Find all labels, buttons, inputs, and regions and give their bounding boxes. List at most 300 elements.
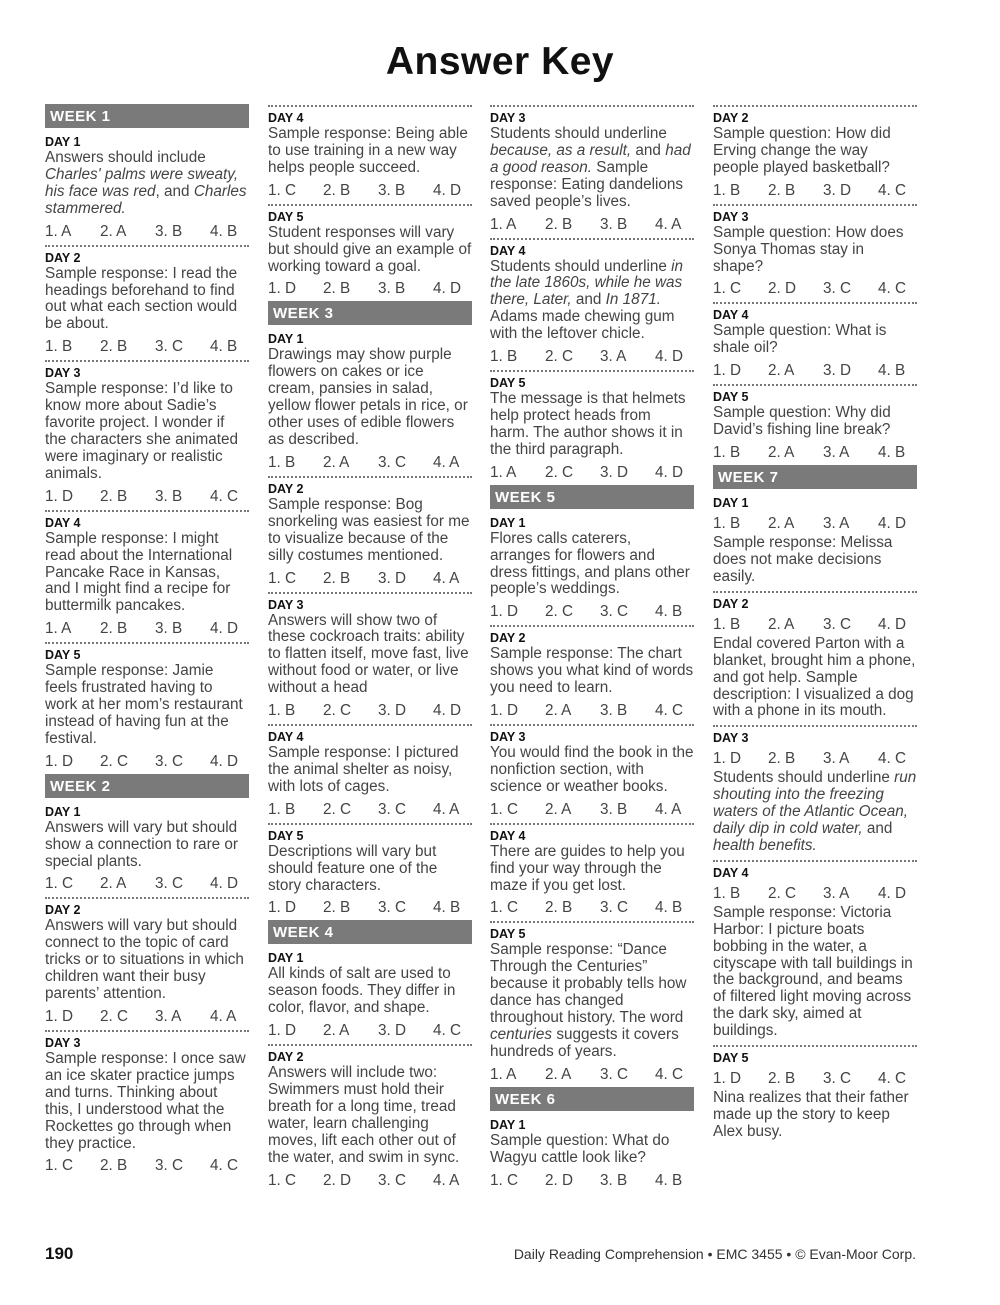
day-label: DAY 3 (268, 597, 304, 612)
answer-item: 4. C (878, 750, 907, 768)
answer-row (45, 223, 249, 240)
text-run: You would find the book in the nonfiction section, with science or weather books. (490, 744, 694, 795)
dotted-divider (490, 105, 694, 107)
text-run: Flores calls caterers, arranges for flowers and dress fittings, and plans other people’s weddings. (490, 529, 690, 598)
day-section (490, 829, 694, 917)
text-run: Answers will include two: Swimmers must hold their breath for a long time, tread water, learn challenging moves, lift each other out of the water, and swim in sync. (268, 1064, 460, 1166)
answer-item: 3. A (823, 884, 850, 902)
answer-item: 4. B (433, 899, 461, 917)
answer-item: 2. B (100, 1157, 128, 1175)
answer-item: 4. B (210, 338, 238, 356)
answer-item: 3. D (378, 569, 407, 587)
answer-item: 3. C (155, 1157, 184, 1175)
answer-row (45, 1008, 249, 1025)
answer-item: 4. B (878, 444, 906, 462)
text-run: Answers should include (45, 149, 206, 166)
text-run: There are guides to help you find your way through the maze if you get lost. (490, 842, 685, 894)
text-run: All kinds of salt are used to season foods. They differ in color, flavor, and shape. (268, 965, 456, 1017)
answer-item: 1. A (45, 620, 72, 638)
week-header: WEEK 2 (45, 774, 249, 798)
answer-item: 2. D (768, 280, 797, 298)
answer-item: 2. A (768, 515, 795, 533)
day-section (45, 903, 249, 1025)
text-run: Answers will vary but should show a connection to rare or special plants. (45, 818, 239, 870)
answer-item: 4. B (655, 899, 683, 917)
answer-item: 3. C (378, 899, 407, 917)
page-title: Answer Key (385, 40, 615, 83)
day-label: DAY 4 (268, 111, 304, 125)
answer-item: 2. D (545, 1171, 574, 1189)
text-run: Sample response: “Dance Through the Centuries” because it probably tells how dance has changed throughout history. The word (490, 941, 687, 1027)
week-header: WEEK 1 (45, 104, 249, 128)
text-run: Adams made chewing gum with the leftover chicle. (490, 308, 675, 343)
italic-text: centuries (490, 1026, 553, 1043)
answer-item: 1. D (713, 1070, 742, 1088)
answer-row (45, 488, 249, 505)
answer-item: 1. A (490, 215, 517, 233)
answer-item: 4. B (878, 362, 906, 380)
answer-item: 4. C (210, 1157, 239, 1175)
answer-item: 1. D (268, 899, 297, 917)
answer-item: 4. D (210, 620, 239, 638)
text-run: Sample response: Being able to use training in a new way helps people succeed. (268, 125, 468, 176)
answer-row (45, 620, 249, 637)
answer-item: 1. C (490, 899, 519, 917)
day-label: DAY 5 (713, 390, 749, 405)
text-run: Answers will vary but should connect to the topic of card tricks or to situations in which children want their busy parents’ attention. (45, 917, 244, 1003)
text-run: Sample response: Eating dandelions saved people’s lives. (490, 158, 684, 210)
dotted-divider (268, 724, 472, 726)
answer-item: 1. B (490, 348, 518, 366)
dotted-divider (45, 897, 249, 899)
text-run: Sample response: Victoria Harbor: I picture boats bobbing in the water, a cityscape with tall buildings in the background, and beams of filtered light moving across the dark sky, aimed at buildings. (713, 903, 913, 1040)
text-run: and (631, 141, 666, 159)
answer-item: 1. B (713, 515, 741, 533)
answer-item: 4. A (433, 453, 460, 471)
answer-item: 3. B (155, 620, 183, 638)
italic-text: in the late 1860s, while he was there, Later, (490, 257, 684, 309)
answer-item: 4. C (878, 280, 907, 298)
answer-item: 3. A (823, 750, 850, 768)
answer-item: 1. B (45, 338, 73, 356)
dotted-divider (713, 204, 917, 206)
dotted-divider (713, 1045, 917, 1047)
answer-row (490, 801, 694, 818)
day-label: DAY 3 (45, 1036, 81, 1050)
text-run: and (571, 291, 606, 309)
answer-text (268, 745, 472, 796)
day-section (713, 731, 917, 855)
day-section (490, 516, 694, 621)
answer-item: 2. A (100, 222, 127, 240)
dotted-divider (713, 302, 917, 304)
answer-text (45, 266, 249, 334)
answer-item: 1. B (713, 444, 741, 462)
answer-item: 4. C (655, 1065, 684, 1083)
answer-item: 3. C (378, 1171, 407, 1189)
day-section (45, 135, 249, 240)
italic-text: because, as a result, (490, 141, 632, 159)
dotted-divider (45, 510, 249, 512)
text-run: Students should underline (490, 125, 667, 142)
answer-item: 3. B (378, 181, 406, 199)
day-section (268, 598, 472, 720)
answer-item: 2. C (768, 884, 797, 902)
day-label: DAY 5 (713, 1051, 749, 1066)
answer-row (490, 603, 694, 620)
day-label: DAY 4 (713, 308, 749, 323)
answer-item: 3. B (155, 222, 183, 240)
day-label: DAY 2 (45, 903, 81, 918)
dotted-divider (268, 204, 472, 206)
answer-item: 4. D (878, 615, 907, 633)
dotted-divider (45, 245, 249, 247)
answer-item: 3. D (823, 362, 852, 380)
day-section (45, 366, 249, 504)
answer-item: 4. C (210, 487, 239, 505)
answer-text (268, 497, 472, 565)
answer-item: 2. A (768, 615, 795, 633)
answer-item: 2. B (768, 750, 796, 768)
answer-item: 3. D (378, 1022, 407, 1040)
answer-item: 2. C (323, 702, 352, 720)
dotted-divider (45, 642, 249, 644)
day-label: DAY 4 (490, 828, 526, 843)
answer-row (490, 348, 694, 365)
day-label: DAY 1 (490, 515, 526, 530)
answer-row (45, 875, 249, 892)
week-header: WEEK 4 (268, 920, 472, 944)
answer-text (713, 770, 917, 855)
answer-text (268, 347, 472, 448)
answer-item: 3. A (823, 515, 850, 533)
text-run: Sample question: How did Erving change the way people played basketball? (713, 125, 891, 176)
answer-row (490, 1172, 694, 1189)
answer-item: 4. D (433, 181, 462, 199)
answer-item: 1. D (45, 487, 74, 505)
answer-item: 1. B (268, 453, 296, 471)
day-label: DAY 3 (713, 731, 749, 746)
answer-text (490, 844, 694, 895)
answer-item: 1. D (713, 362, 742, 380)
answer-text (490, 391, 694, 459)
answer-text (490, 942, 694, 1060)
answer-item: 2. A (100, 875, 127, 893)
answer-row (268, 1172, 472, 1189)
answer-item: 2. A (545, 702, 572, 720)
answer-item: 4. D (433, 280, 462, 298)
day-section (268, 111, 472, 199)
answer-item: 2. A (545, 1065, 572, 1083)
column-2 (268, 100, 472, 1192)
answer-item: 3. D (823, 181, 852, 199)
answer-text (713, 1090, 917, 1141)
answer-item: 2. B (545, 215, 573, 233)
italic-text: Charles' palms were sweaty, his face was red (45, 165, 239, 200)
answer-item: 2. B (100, 620, 128, 638)
answer-item: 4. D (655, 463, 684, 481)
answer-text (713, 323, 917, 357)
dotted-divider (268, 476, 472, 478)
answer-text (713, 405, 917, 439)
day-label: DAY 5 (45, 648, 81, 663)
answer-item: 3. A (823, 444, 850, 462)
text-run: Sample question: What is shale oil? (713, 322, 887, 357)
dotted-divider (490, 625, 694, 627)
answer-text (713, 225, 917, 276)
answer-row (268, 899, 472, 916)
answer-item: 2. B (768, 1070, 796, 1088)
day-section (490, 1118, 694, 1189)
day-section (268, 482, 472, 587)
day-section (45, 805, 249, 893)
text-run: Sample response: I read the headings beforehand to find out what each section would be about. (45, 264, 238, 333)
text-run: Nina realizes that their father made up the story to keep Alex busy. (713, 1089, 909, 1140)
answer-item: 2. B (323, 569, 351, 587)
dotted-divider (268, 105, 472, 107)
dotted-divider (713, 591, 917, 593)
italic-text: In 1871. (605, 291, 661, 309)
day-label: DAY 2 (268, 481, 304, 496)
answer-row (713, 616, 917, 633)
day-section (713, 597, 917, 721)
answer-item: 3. C (600, 603, 629, 621)
dotted-divider (268, 823, 472, 825)
dotted-divider (268, 1044, 472, 1046)
week-header: WEEK 5 (490, 485, 694, 509)
answer-text (45, 531, 249, 616)
answer-item: 4. B (210, 222, 238, 240)
day-label: DAY 1 (45, 135, 81, 149)
dotted-divider (490, 921, 694, 923)
answer-text (713, 636, 917, 721)
dotted-divider (268, 592, 472, 594)
answer-item: 1. B (713, 181, 741, 199)
answer-text (490, 646, 694, 697)
answer-item: 3. C (823, 615, 852, 633)
answer-text (490, 1133, 694, 1167)
answer-item: 3. C (600, 1065, 629, 1083)
text-run: Sample question: Why did David’s fishing line break? (713, 404, 891, 439)
answer-row (268, 454, 472, 471)
answer-text (713, 535, 917, 586)
answer-item: 1. D (490, 603, 519, 621)
day-section (490, 631, 694, 719)
day-label: DAY 5 (268, 209, 304, 224)
answer-item: 4. D (655, 348, 684, 366)
week-header: WEEK 6 (490, 1087, 694, 1111)
day-label: DAY 1 (45, 804, 81, 819)
italic-text: had a good reason. (490, 141, 691, 176)
answer-item: 2. C (100, 752, 129, 770)
day-label: DAY 3 (490, 111, 526, 125)
answer-item: 2. B (100, 487, 128, 505)
answer-item: 1. C (45, 1157, 74, 1175)
answer-row (490, 464, 694, 481)
text-run: Sample response: I pictured the animal shelter as noisy, with lots of cages. (268, 744, 459, 795)
answer-row (45, 1157, 249, 1174)
answer-item: 2. A (323, 1022, 350, 1040)
answer-item: 3. B (378, 280, 406, 298)
answer-text (490, 259, 694, 344)
answer-item: 3. A (155, 1008, 182, 1025)
answer-row (490, 216, 694, 233)
answer-text (268, 844, 472, 895)
day-label: DAY 3 (713, 209, 749, 224)
column-4 (713, 100, 917, 1141)
answer-item: 3. C (155, 752, 184, 770)
day-section (268, 332, 472, 470)
text-run: , and (155, 182, 194, 200)
answer-item: 2. C (323, 800, 352, 818)
day-section (268, 829, 472, 917)
answer-item: 2. A (768, 444, 795, 462)
answer-row (490, 1066, 694, 1083)
answer-text (268, 966, 472, 1017)
day-label: DAY 2 (45, 250, 81, 265)
answer-item: 2. C (545, 463, 574, 481)
answer-text (45, 918, 249, 1003)
answer-item: 3. D (600, 463, 629, 481)
answer-item: 1. D (45, 752, 74, 770)
answer-item: 1. B (713, 884, 741, 902)
day-section (713, 496, 917, 586)
italic-text: health benefits. (713, 836, 817, 854)
text-run: The message is that helmets help protect heads from harm. The author shows it in the third paragraph. (490, 390, 686, 458)
answer-item: 3. B (600, 702, 628, 720)
answer-item: 2. B (323, 181, 351, 199)
week-header: WEEK 7 (713, 465, 917, 489)
answer-item: 2. D (323, 1171, 352, 1189)
answer-row (268, 280, 472, 297)
answer-item: 3. C (378, 800, 407, 818)
column-1 (45, 100, 249, 1177)
answer-item: 1. C (490, 800, 519, 818)
answer-text (45, 381, 249, 482)
page-number: 190 (45, 1244, 74, 1263)
answer-row (713, 1070, 917, 1087)
answer-item: 1. A (490, 1065, 517, 1083)
answer-item: 3. D (378, 702, 407, 720)
answer-row (268, 702, 472, 719)
answer-item: 4. C (878, 181, 907, 199)
answer-item: 3. B (155, 487, 183, 505)
day-label: DAY 4 (490, 243, 526, 258)
answer-item: 2. A (545, 800, 572, 818)
day-label: DAY 2 (713, 596, 749, 611)
day-section (713, 1051, 917, 1141)
day-label: DAY 1 (268, 332, 304, 347)
dotted-divider (713, 860, 917, 862)
day-section (713, 111, 917, 199)
answer-item: 4. A (655, 800, 682, 818)
answer-item: 1. D (268, 280, 297, 298)
italic-text: run shouting into the freezing waters of the Atlantic Ocean, daily dip in cold water, (713, 769, 917, 838)
week-header: WEEK 3 (268, 301, 472, 325)
answer-row (713, 444, 917, 461)
day-section (45, 516, 249, 638)
day-section (45, 648, 249, 770)
answer-item: 3. B (600, 1171, 628, 1189)
dotted-divider (45, 360, 249, 362)
day-label: DAY 5 (490, 927, 526, 942)
answer-item: 2. B (100, 338, 128, 356)
footer-credit: Daily Reading Comprehension • EMC 3455 • © Evan-Moor Corp. (513, 1246, 916, 1262)
day-label: DAY 2 (713, 111, 749, 125)
answer-item: 1. B (713, 615, 741, 633)
answer-row (45, 338, 249, 355)
day-section (268, 730, 472, 818)
answer-item: 1. C (268, 1171, 297, 1189)
day-section (490, 111, 694, 233)
answer-item: 1. D (268, 1022, 297, 1040)
day-section (713, 308, 917, 379)
answer-item: 1. B (268, 702, 296, 720)
column-3 (490, 100, 694, 1192)
answer-row (713, 362, 917, 379)
answer-text (490, 126, 694, 211)
answer-row (713, 280, 917, 297)
dotted-divider (713, 105, 917, 107)
answer-item: 2. A (768, 362, 795, 380)
answer-item: 4. C (433, 1022, 462, 1040)
answer-text (713, 126, 917, 177)
text-run: Sample response: I once saw an ice skater practice jumps and turns. Thinking about this, I understood what the Rockettes go through when they practice. (45, 1050, 246, 1152)
text-run: Sample response: I’d like to know more about Sadie’s favorite project. I wonder if the characters she animated were imaginary or realistic animals. (45, 380, 239, 482)
answer-row (713, 182, 917, 199)
answer-row (490, 899, 694, 916)
answer-item: 1. B (268, 800, 296, 818)
text-run: and (862, 820, 893, 838)
answer-item: 4. C (655, 702, 684, 720)
answer-item: 1. D (45, 1008, 74, 1025)
dotted-divider (490, 724, 694, 726)
day-label: DAY 4 (713, 865, 749, 880)
day-section (490, 376, 694, 481)
answer-item: 1. A (490, 463, 517, 481)
answer-item: 3. B (600, 215, 628, 233)
text-run: Students should underline (490, 257, 672, 275)
answer-item: 4. B (655, 1171, 683, 1189)
text-run: Sample response: Jamie feels frustrated having to work at her mom’s restaurant instead of having fun at the festival. (45, 662, 243, 747)
day-label: DAY 3 (45, 366, 81, 381)
answer-row (268, 182, 472, 199)
day-section (490, 244, 694, 366)
answer-text (713, 905, 917, 1040)
answer-item: 1. C (490, 1171, 519, 1189)
text-run: Drawings may show purple flowers on cakes or ice cream, pansies in salad, yellow flower petals in rice, or other uses of edible flowers as described. (268, 346, 468, 448)
day-section (713, 866, 917, 1040)
answer-row (713, 515, 917, 532)
answer-row (490, 702, 694, 719)
answer-item: 1. C (45, 875, 74, 893)
day-section (713, 210, 917, 298)
answer-item: 2. C (545, 348, 574, 366)
answer-item: 4. D (878, 515, 907, 533)
italic-text: Charles stammered. (45, 182, 247, 217)
day-section (490, 730, 694, 818)
answer-item: 3. C (155, 338, 184, 356)
answer-text (268, 126, 472, 177)
day-label: DAY 2 (268, 1050, 304, 1065)
day-section (713, 390, 917, 461)
text-run: Sample question: How does Sonya Thomas stay in shape? (713, 223, 904, 275)
answer-item: 3. C (600, 899, 629, 917)
answer-item: 3. C (823, 280, 852, 298)
text-run: Descriptions will vary but should feature one of the story characters. (268, 842, 438, 894)
answer-item: 1. C (713, 280, 742, 298)
answer-item: 3. C (823, 1070, 852, 1088)
